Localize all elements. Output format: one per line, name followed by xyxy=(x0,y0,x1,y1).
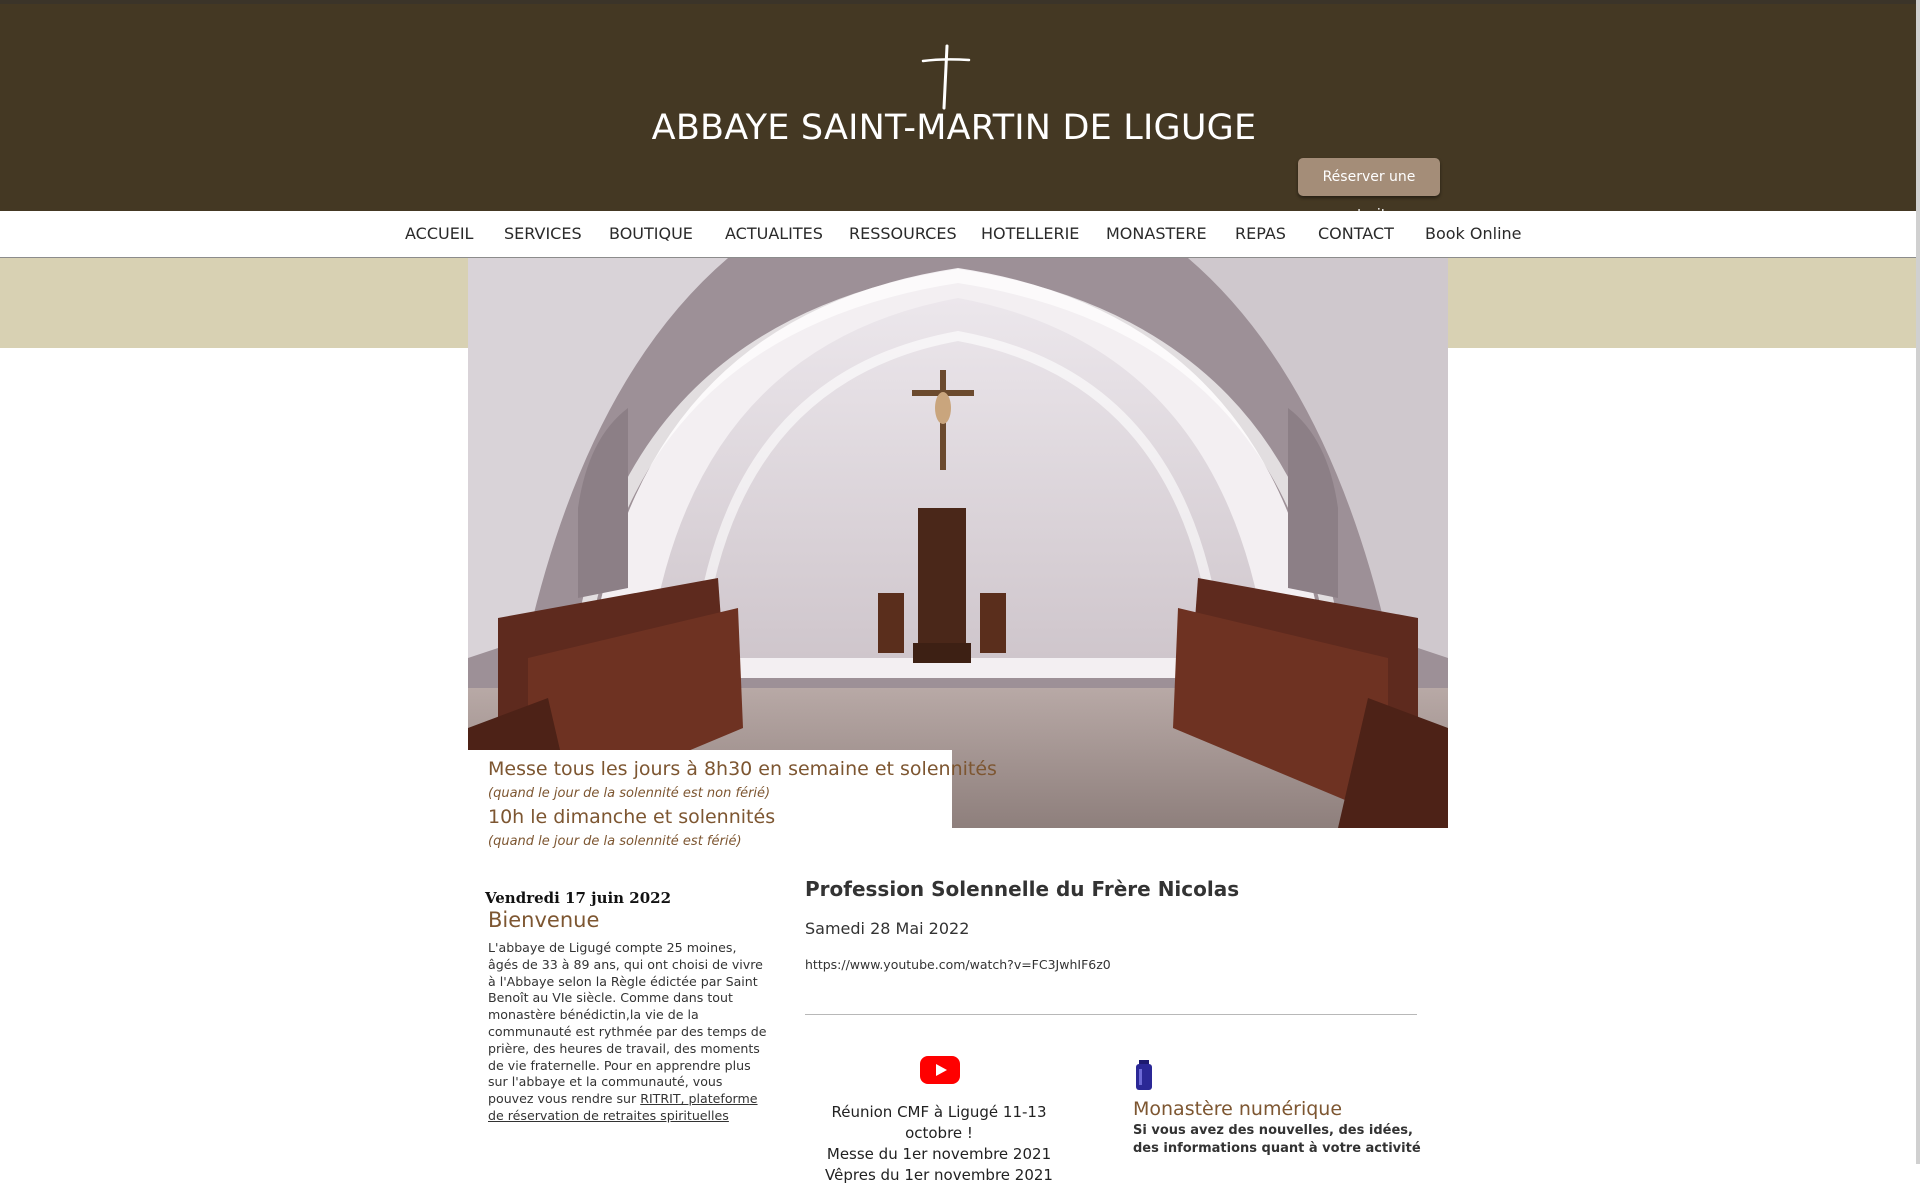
mass-weekday: Messe tous les jours à 8h30 en semaine et solennités xyxy=(488,758,997,780)
nav-item-hotellerie[interactable]: HOTELLERIE xyxy=(981,224,1080,243)
ritrit-link[interactable]: RITRIT, plateforme de réservation de retraites spirituelles xyxy=(488,1091,758,1123)
mass-sunday: 10h le dimanche et solennités xyxy=(488,806,776,828)
news-video-link[interactable]: https://www.youtube.com/watch?v=FC3JwhIF6z0 xyxy=(805,957,1111,972)
scrollbar[interactable] xyxy=(1916,0,1920,1164)
nav-item-boutique[interactable]: BOUTIQUE xyxy=(609,224,693,243)
video-link[interactable]: Messe du 1er novembre 2021 xyxy=(826,1145,1052,1163)
nav-item-services[interactable]: SERVICES xyxy=(504,224,582,243)
mass-sunday-note: (quand le jour de la solennité est férié) xyxy=(488,834,742,849)
digital-monastery-title: Monastère numérique xyxy=(1133,1098,1343,1120)
mass-schedule xyxy=(468,750,997,860)
digital-monastery-text: Si vous avez des nouvelles, des idées, des informations quant à votre activité xyxy=(1133,1123,1421,1156)
news-date: Samedi 28 Mai 2022 xyxy=(805,919,970,938)
reserve-retreat-button[interactable]: Réserver une xyxy=(1298,158,1440,196)
nav-item-actualites[interactable]: ACTUALITES xyxy=(725,224,823,243)
welcome-title: Bienvenue xyxy=(488,908,600,932)
nav-item-book-online[interactable]: Book Online xyxy=(1425,224,1522,243)
nav-item-monastere[interactable]: MONASTERE xyxy=(1106,224,1207,243)
jar-icon xyxy=(1135,1060,1153,1090)
site-header xyxy=(0,4,1916,211)
mass-weekday-note: (quand le jour de la solennité est non férié) xyxy=(488,786,771,801)
current-date: Vendredi 17 juin 2022 xyxy=(485,889,672,907)
nav-item-ressources[interactable]: RESSOURCES xyxy=(849,224,957,243)
welcome-text xyxy=(488,940,768,1125)
news-title: Profession Solennelle du Frère Nicolas xyxy=(805,877,1240,901)
hero-image-crypt xyxy=(468,258,1448,828)
youtube-icon[interactable] xyxy=(920,1056,960,1084)
video-link[interactable]: Réunion CMF à Ligugé 11-13 octobre ! xyxy=(831,1103,1047,1142)
video-link[interactable]: Vêpres du 1er novembre 2021 xyxy=(825,1166,1053,1184)
nav-item-contact[interactable]: CONTACT xyxy=(1318,224,1394,243)
welcome-body: L'abbaye de Ligugé compte 25 moines, âgés de 33 à 89 ans, qui ont choisi de vivre à l'Abbaye selon la Règle édictée par Saint Benoît au VIe siècle. Comme dans tout monastère bénédictin,la vie de la communauté est rythmée par des temps de prière, des heures de travail, des moments de vie fraternelle. Pour en apprendre plus sur l'abbaye et la communauté, vous pouvez vous rendre sur xyxy=(488,940,767,1107)
main-nav xyxy=(0,211,1916,258)
cross-icon xyxy=(920,44,972,110)
nav-item-accueil[interactable]: ACCUEIL xyxy=(405,224,474,243)
nav-item-repas[interactable]: REPAS xyxy=(1235,224,1286,243)
section-divider xyxy=(805,1014,1417,1015)
site-title: ABBAYE SAINT-MARTIN DE LIGUGE xyxy=(651,108,1257,148)
video-list xyxy=(805,1102,1073,1186)
